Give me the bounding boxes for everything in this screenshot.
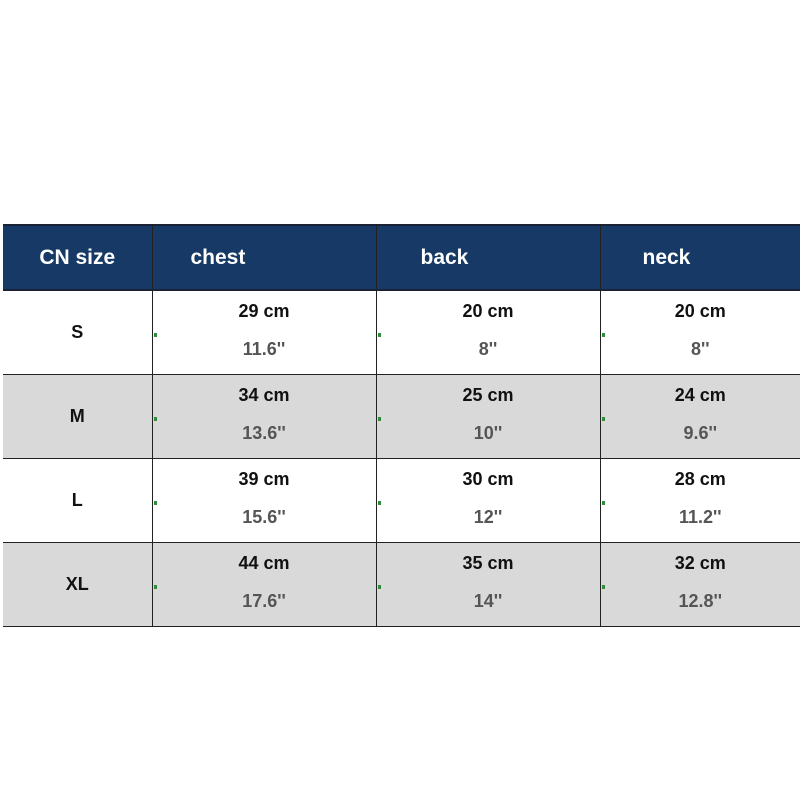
cell-marker (378, 585, 381, 589)
header-neck: neck (600, 225, 800, 290)
back-inch: 10'' (473, 422, 503, 443)
header-row (3, 225, 800, 290)
neck-cm: 28 cm (674, 468, 726, 489)
header-chest: chest (152, 225, 376, 290)
chest-inch: 15.6'' (242, 506, 286, 527)
chest-cell (152, 542, 376, 626)
chest-inch: 11.6'' (242, 339, 286, 359)
cell-marker (602, 417, 605, 421)
table-row-s (3, 290, 800, 374)
size-label: XL (3, 542, 152, 626)
cell-marker (602, 333, 605, 337)
neck-cell (600, 374, 800, 458)
table-row-m (3, 374, 800, 458)
size-label: L (3, 458, 152, 542)
chest-cell (152, 458, 376, 542)
table-header (3, 225, 800, 290)
back-inch: 14'' (473, 590, 503, 611)
cell-marker (154, 501, 157, 505)
neck-inch: 11.2'' (678, 506, 722, 527)
cell-marker (378, 417, 381, 421)
back-cell (376, 374, 600, 458)
back-cm: 30 cm (462, 468, 514, 489)
neck-cell (600, 290, 800, 374)
chest-cm: 34 cm (238, 384, 290, 405)
neck-cm: 20 cm (674, 301, 726, 321)
cell-marker (154, 585, 157, 589)
table-row-xl (3, 542, 800, 626)
chest-cm: 39 cm (238, 468, 290, 489)
back-inch: 12'' (473, 506, 503, 527)
chest-cm: 29 cm (238, 301, 290, 321)
neck-inch: 12.8'' (678, 590, 723, 611)
neck-cell (600, 542, 800, 626)
back-cell (376, 542, 600, 626)
back-cell (376, 290, 600, 374)
chest-cell (152, 374, 376, 458)
chest-inch: 13.6'' (242, 422, 286, 443)
back-cm: 20 cm (462, 301, 514, 321)
cell-marker (378, 333, 381, 337)
table-body (3, 290, 800, 626)
cell-marker (378, 501, 381, 505)
header-cn-size: CN size (3, 225, 152, 290)
cell-marker (154, 333, 157, 337)
back-cm: 35 cm (462, 552, 514, 573)
size-label: S (3, 290, 152, 374)
cell-marker (602, 585, 605, 589)
size-chart-table (3, 224, 800, 627)
chest-cell (152, 290, 376, 374)
neck-cm: 24 cm (674, 384, 726, 405)
cell-marker (602, 501, 605, 505)
neck-cell (600, 458, 800, 542)
chest-cm: 44 cm (238, 552, 290, 573)
size-label: M (3, 374, 152, 458)
neck-inch: 9.6'' (683, 422, 718, 443)
header-back: back (376, 225, 600, 290)
neck-cm: 32 cm (674, 552, 726, 573)
table-row-l (3, 458, 800, 542)
cell-marker (154, 417, 157, 421)
neck-inch: 8'' (690, 339, 710, 359)
chest-inch: 17.6'' (242, 590, 286, 611)
back-cm: 25 cm (462, 384, 514, 405)
back-cell (376, 458, 600, 542)
back-inch: 8'' (478, 339, 498, 359)
